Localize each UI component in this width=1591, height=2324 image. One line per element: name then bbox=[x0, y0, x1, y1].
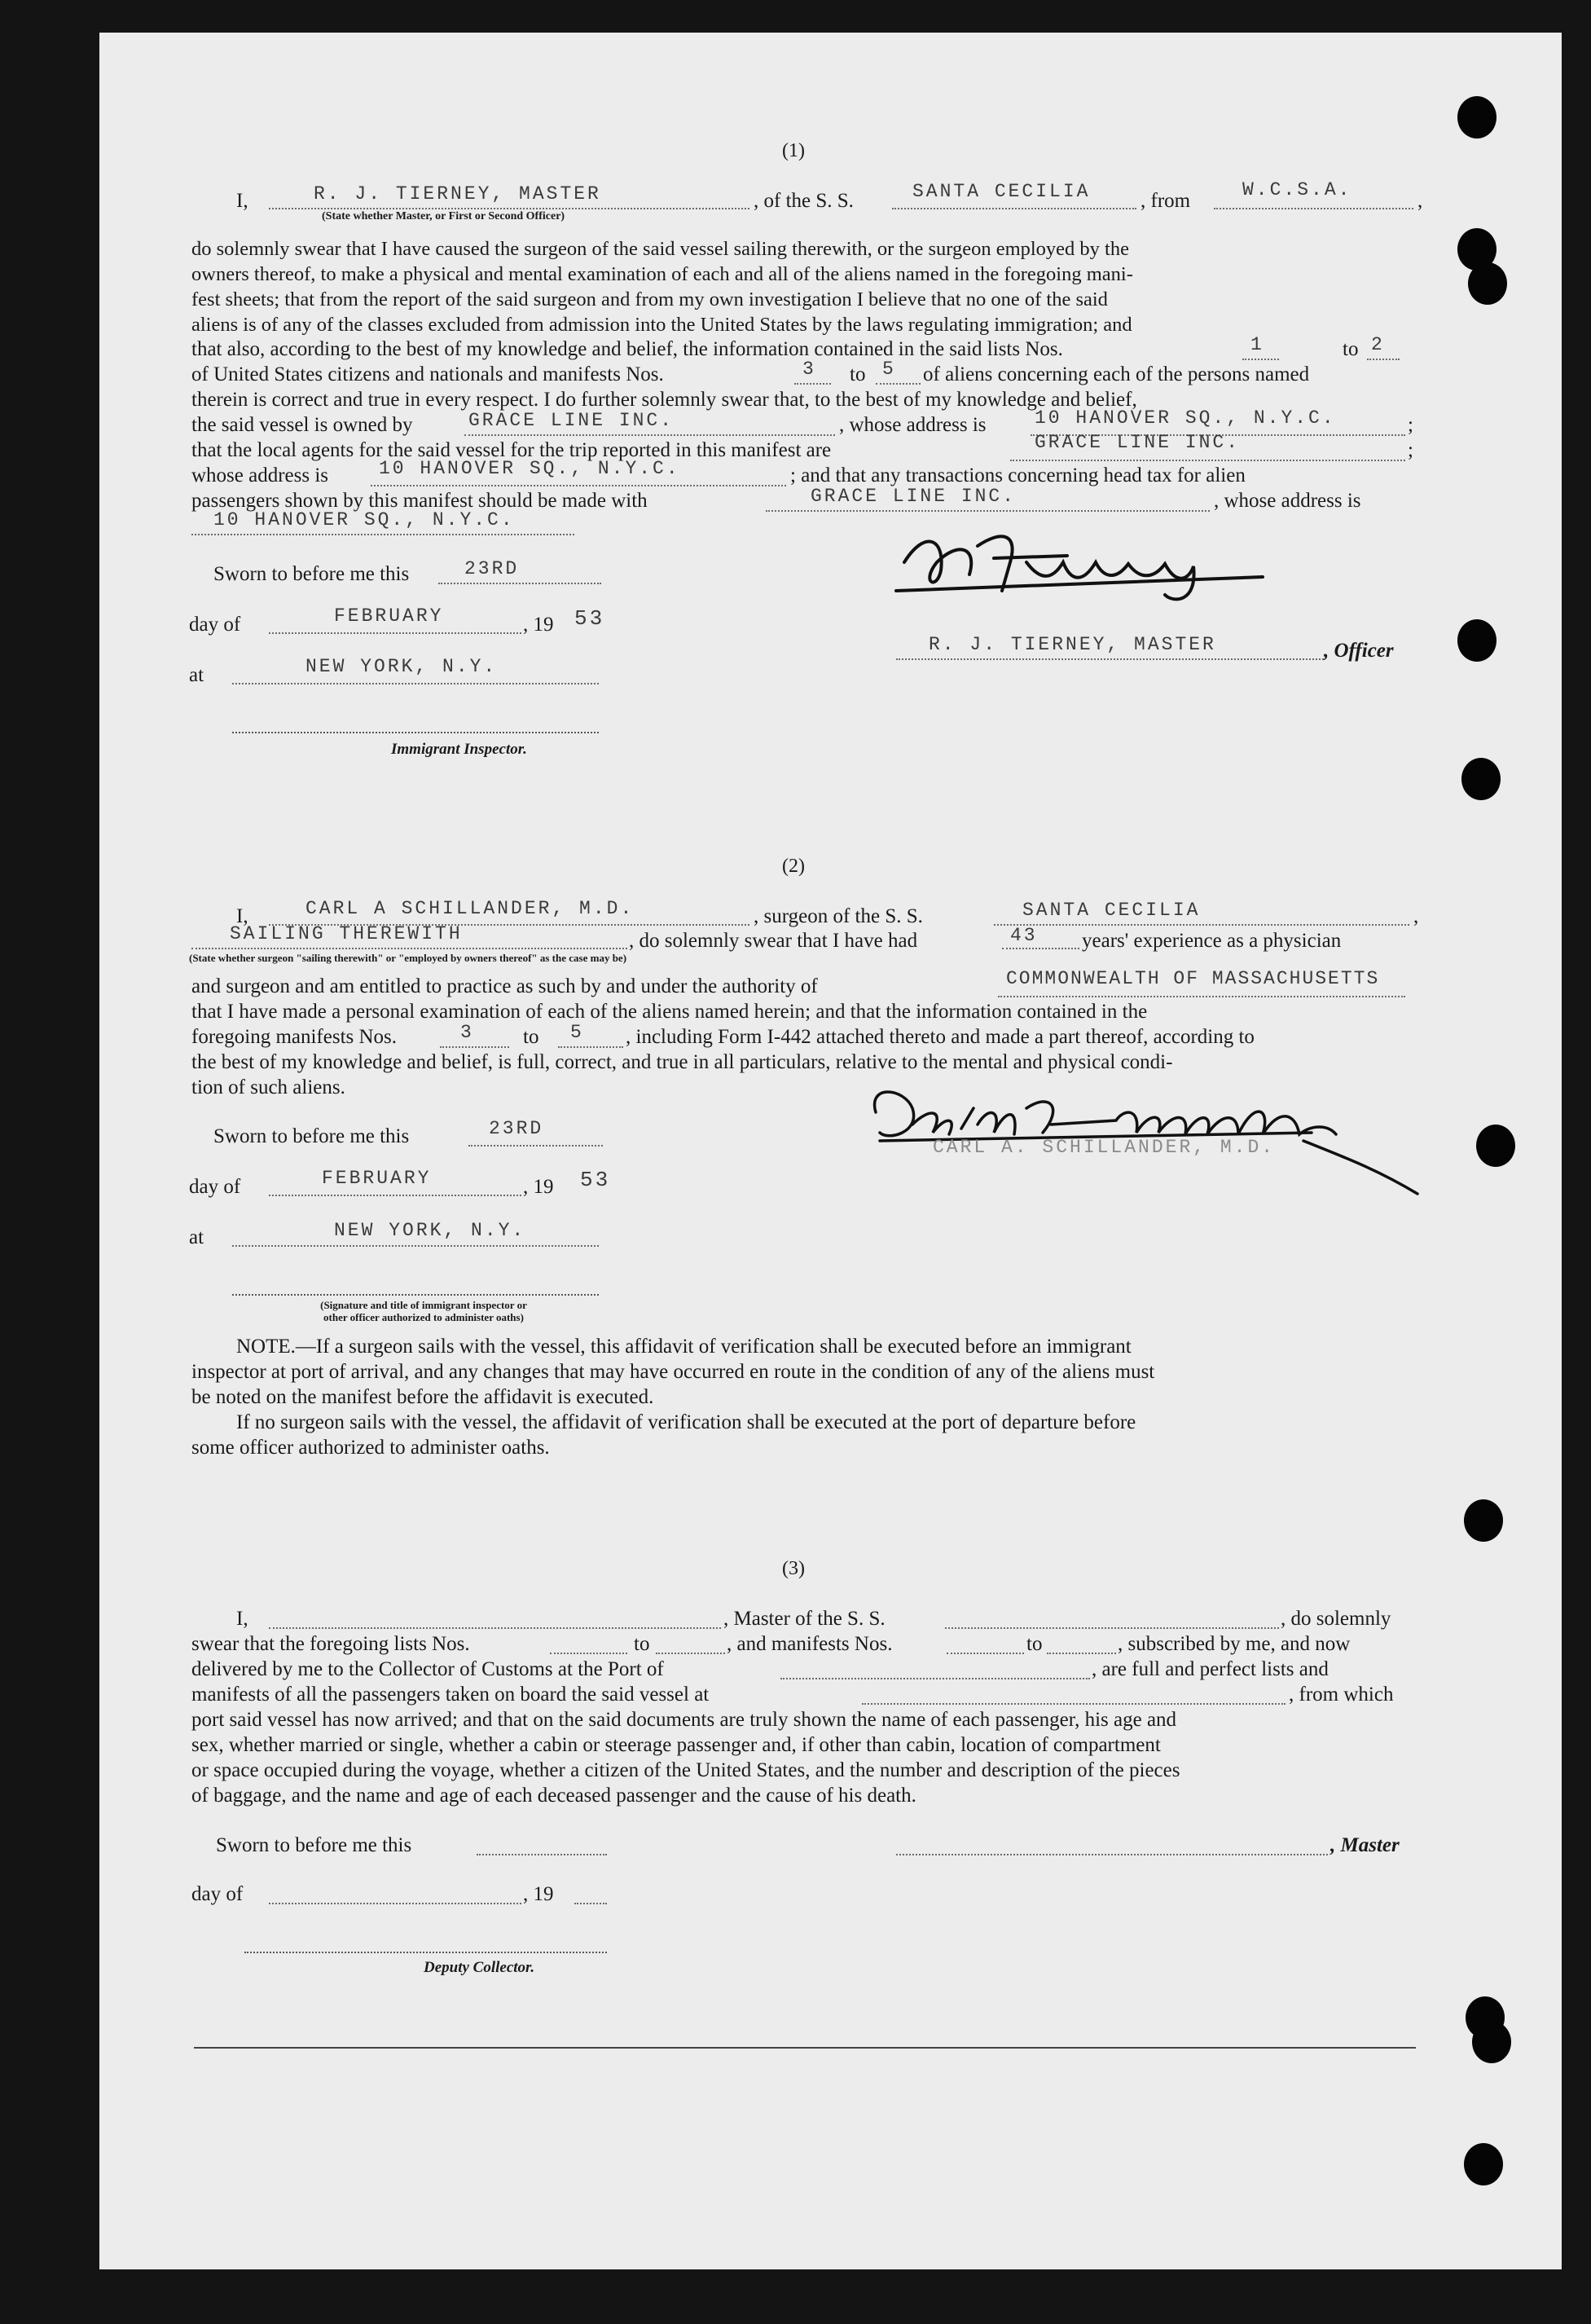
master-signature bbox=[880, 513, 1271, 603]
note-line: inspector at port of arrival, and any changes that may have occurred en route in the condition of any of the aliens must bbox=[191, 1361, 1155, 1383]
affidavit-body: do solemnly swear that I have caused the surgeon of the said vessel sailing therewith, or the surgeon employed by the owners thereof, to make a physical and mental examination of each and all of the aliens named in the foregoing mani- fest sheets; that from the report of the said surgeon and from my own investigation I believe that no one of the said aliens is of any of the classes excluded from admission into the United States by the laws regulating immigration; and bbox=[191, 238, 1133, 336]
note-line: be noted on the manifest before the affidavit is executed. bbox=[191, 1386, 654, 1408]
agents-field: GRACE LINE INC. bbox=[1035, 432, 1241, 453]
manifests-to-field: 5 bbox=[882, 359, 896, 380]
note-line: NOTE.—If a surgeon sails with the vessel, this affidavit of verification shall be executed before an immigrant bbox=[236, 1336, 1132, 1358]
month-field-2: FEBRUARY bbox=[322, 1168, 432, 1189]
note-line: some officer authorized to administer oaths. bbox=[191, 1437, 550, 1459]
place-field: NEW YORK, N.Y. bbox=[305, 656, 498, 677]
lists-from-field: 1 bbox=[1250, 334, 1264, 355]
sworn-day-field: 23RD bbox=[464, 558, 520, 579]
month-field: FEBRUARY bbox=[334, 605, 444, 627]
note-line: If no surgeon sails with the vessel, the affidavit of verification shall be executed at the port of departure before bbox=[236, 1411, 1136, 1433]
punch-hole bbox=[1461, 758, 1501, 800]
authority-field: COMMONWEALTH OF MASSACHUSETTS bbox=[1006, 968, 1380, 989]
owner-address-field: 10 HANOVER SQ., N.Y.C. bbox=[1035, 407, 1336, 429]
footer-rule bbox=[194, 2047, 1416, 2049]
state-note: (State whether Master, or First or Second Officer) bbox=[322, 210, 565, 222]
state-note-2: (State whether surgeon "sailing therewith" or "employed by owners thereof" as the case may be) bbox=[189, 952, 627, 964]
agent-address-field: 10 HANOVER SQ., N.Y.C. bbox=[379, 458, 680, 479]
head-tax-party-field: GRACE LINE INC. bbox=[811, 486, 1017, 507]
section-number-3: (3) bbox=[782, 1558, 805, 1579]
from-label: , from bbox=[1141, 190, 1191, 212]
vessel-field-2: SANTA CECILIA bbox=[1022, 900, 1201, 921]
section-number-1: (1) bbox=[782, 140, 805, 161]
manifests-from-field: 3 bbox=[802, 359, 816, 380]
manifests-from-field-2: 3 bbox=[460, 1022, 474, 1043]
inspector-label: Immigrant Inspector. bbox=[391, 741, 527, 758]
inspector-label-2: (Signature and title of immigrant inspector or other officer authorized to administer oaths) bbox=[320, 1299, 527, 1323]
punch-hole bbox=[1457, 96, 1497, 139]
years-field: 43 bbox=[1010, 925, 1038, 946]
year-field: 53 bbox=[574, 606, 605, 631]
lists-to-field: 2 bbox=[1371, 334, 1385, 355]
punch-hole bbox=[1457, 619, 1497, 662]
vessel-field: SANTA CECILIA bbox=[912, 181, 1091, 202]
sailing-field: SAILING THEREWITH bbox=[230, 923, 463, 944]
place-field-2: NEW YORK, N.Y. bbox=[334, 1220, 526, 1241]
manifests-to-field-2: 5 bbox=[570, 1022, 584, 1043]
master-name-field: R. J. TIERNEY, MASTER bbox=[314, 183, 601, 205]
owner-field: GRACE LINE INC. bbox=[468, 410, 675, 431]
punch-hole bbox=[1468, 262, 1507, 305]
collector-label: Deputy Collector. bbox=[424, 1959, 535, 1976]
officer-name-field: R. J. TIERNEY, MASTER bbox=[929, 634, 1216, 655]
year-field-2: 53 bbox=[580, 1168, 611, 1192]
section-number-2: (2) bbox=[782, 856, 805, 877]
surgeon-typed-signature: CARL A. SCHILLANDER, M.D. bbox=[933, 1137, 1276, 1158]
sworn-day-field-2: 23RD bbox=[489, 1118, 544, 1139]
punch-hole bbox=[1472, 2021, 1511, 2063]
punch-hole bbox=[1464, 1499, 1503, 1542]
punch-hole bbox=[1476, 1125, 1515, 1167]
punch-hole bbox=[1464, 2143, 1503, 2185]
head-tax-address-field: 10 HANOVER SQ., N.Y.C. bbox=[213, 509, 515, 530]
of-ss-label: , of the S. S. bbox=[754, 190, 854, 212]
surgeon-name-field: CARL A SCHILLANDER, M.D. bbox=[305, 898, 635, 919]
from-port-field: W.C.S.A. bbox=[1242, 179, 1352, 200]
i-label: I, bbox=[236, 190, 248, 212]
